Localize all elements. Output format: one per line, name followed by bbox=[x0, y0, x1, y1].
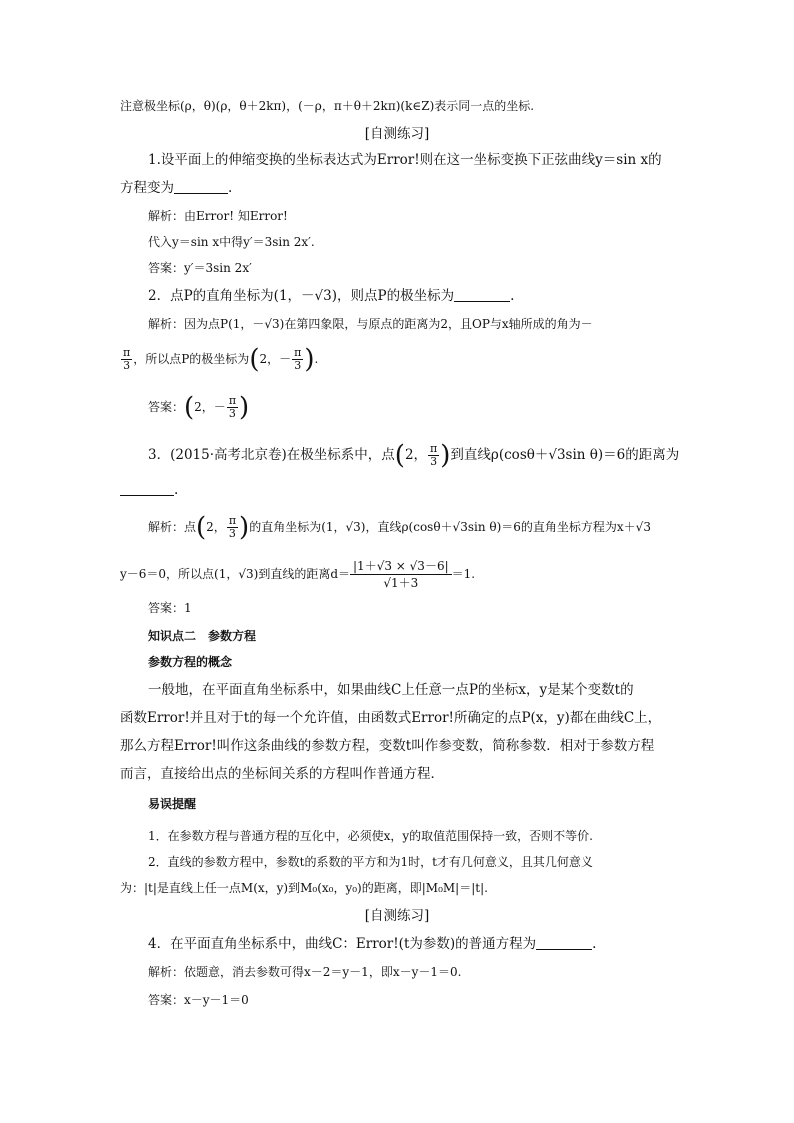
self-test-heading-1: [自测练习] bbox=[364, 126, 430, 142]
fraction-pi-over-3: $\frac{\pi}{3}$ bbox=[228, 514, 237, 540]
answer-blank bbox=[174, 179, 228, 194]
q2-solution-1: 解析：因为点P(1，－√3)在第四象限，与原点的距离为2，且OP与x轴所成的角为－ bbox=[148, 317, 593, 331]
answer-value: 2，－ bbox=[194, 400, 226, 414]
q1-solution-2: 代入y＝sin x中得y′＝3sin 2x′. bbox=[148, 235, 315, 249]
q3-solution-text-2: 的直角坐标为(1，√3)，直线ρ(cosθ＋√3sin θ)＝6的直角坐标方程为x＋√3 bbox=[249, 520, 651, 534]
left-paren: ( bbox=[184, 392, 195, 423]
right-paren: ) bbox=[239, 392, 250, 423]
q3-solution-end: ＝1. bbox=[451, 567, 476, 581]
q3-solution-2 bbox=[120, 558, 680, 591]
q2-point: 2，－ bbox=[259, 352, 292, 366]
tip-heading: 易误提醒 bbox=[148, 797, 197, 811]
q3-point: 2， bbox=[206, 520, 226, 534]
q3-answer: 答案：1 bbox=[148, 601, 192, 615]
self-test-heading-2: [自测练习] bbox=[364, 908, 430, 924]
question-1-line-1: 1.设平面上的伸缩变换的坐标表达式为Error!则在这一坐标变换下正弦曲线y＝sin x的 bbox=[148, 152, 662, 168]
q3-point: 2， bbox=[404, 447, 428, 463]
fraction-pi-over-3: $\frac{\pi}{3}$ bbox=[228, 394, 237, 420]
answer-blank bbox=[454, 287, 510, 302]
concept-heading: 参数方程的概念 bbox=[148, 655, 233, 669]
tip-2-line-1: 2．直线的参数方程中，参数t的系数的平方和为1时，t才有几何意义，且其几何意义 bbox=[148, 855, 593, 869]
question-4: 4．在平面直角坐标系中，曲线C：Error!(t为参数)的普通方程为 . bbox=[148, 936, 597, 952]
question-3-text-2: 到直线ρ(cosθ＋√3sin θ)＝6的距离为 bbox=[450, 447, 680, 463]
question-1-line-2: 方程变为 . bbox=[120, 180, 233, 196]
q2-solution-text: ，所以点P的极坐标为 bbox=[133, 352, 250, 366]
fraction-pi-over-3: $\frac{\pi}{3}$ bbox=[294, 346, 302, 372]
question-2: 2．点P的直角坐标为(1，－√3)，则点P的极坐标为 . bbox=[148, 288, 515, 304]
tip-2-line-2: 为：|t|是直线上任一点M(x，y)到M₀(x₀，y₀)的距离，即|M₀M|＝|t|. bbox=[120, 881, 488, 895]
q2-solution-2: $\frac{\pi}{3}$ ，所以点P的极坐标为(2，－ $\frac{\pi}{3}$ ). bbox=[123, 344, 319, 375]
paragraph-line-1: 一般地，在平面直角坐标系中，如果曲线C上任意一点P的坐标x，y是某个变数t的 bbox=[148, 682, 634, 698]
question-2-text: 2．点P的直角坐标为(1，－√3)，则点P的极坐标为 bbox=[148, 288, 455, 304]
fraction-pi-over-3: $\frac{\pi}{3}$ bbox=[430, 442, 438, 468]
answer-label: 答案： bbox=[148, 400, 185, 414]
left-paren: ( bbox=[394, 440, 405, 471]
answer-blank bbox=[120, 481, 174, 496]
knowledge-point-2-heading: 知识点二 参数方程 bbox=[148, 629, 257, 643]
question-3-line-1 bbox=[148, 440, 688, 470]
paragraph-line-4: 而言，直接给出点的坐标间关系的方程叫作普通方程． bbox=[120, 766, 444, 782]
paragraph-line-2: 函数Error!并且对于t的每一个允许值，由函数式Error!所确定的点P(x，y)都在曲线C上， bbox=[120, 710, 662, 726]
left-paren: ( bbox=[196, 512, 207, 543]
q1-answer: 答案：y′＝3sin 2x′ bbox=[148, 261, 252, 275]
question-3-text: 3．(2015·高考北京卷)在极坐标系中，点 bbox=[148, 447, 395, 463]
right-paren: ) bbox=[440, 440, 451, 471]
distance-numerator: |1＋√3 × √3－6| bbox=[350, 558, 452, 575]
q2-answer bbox=[148, 392, 688, 422]
q3-solution-1 bbox=[148, 512, 688, 542]
paragraph-line-3: 那么方程Error!叫作这条曲线的参数方程，变数t叫作参变数，简称参数．相对于参数方程 bbox=[120, 738, 655, 754]
question-1-text: 方程变为 bbox=[120, 180, 174, 196]
left-paren: ( bbox=[249, 344, 260, 375]
distance-fraction bbox=[350, 558, 452, 591]
q3-solution-text: 解析：点 bbox=[148, 520, 197, 534]
question-3-line-2: . bbox=[120, 480, 680, 500]
q1-solution-1: 解析：由Error! 知Error! bbox=[148, 209, 288, 223]
answer-blank bbox=[536, 935, 592, 950]
right-paren: ) bbox=[239, 512, 250, 543]
tip-1: 1．在参数方程与普通方程的互化中，必须使x，y的取值范围保持一致，否则不等价. bbox=[148, 829, 593, 843]
distance-denominator: √1＋3 bbox=[383, 576, 419, 590]
q3-solution-text-3: y－6＝0，所以点(1，√3)到直线的距离d＝ bbox=[120, 567, 351, 581]
question-4-text: 4．在平面直角坐标系中，曲线C：Error!(t为参数)的普通方程为 bbox=[148, 936, 537, 952]
q4-answer: 答案：x－y－1＝0 bbox=[148, 993, 249, 1007]
note-polar: 注意极坐标(ρ，θ)(ρ，θ＋2kπ)，(－ρ，π＋θ＋2kπ)(k∈Z)表示同一点的坐标. bbox=[120, 99, 535, 113]
right-paren: ) bbox=[304, 344, 315, 375]
fraction-pi-over-3: $\frac{\pi}{3}$ bbox=[123, 346, 131, 372]
q4-solution: 解析：依题意，消去参数可得x－2＝y－1，即x－y－1＝0. bbox=[148, 965, 462, 979]
